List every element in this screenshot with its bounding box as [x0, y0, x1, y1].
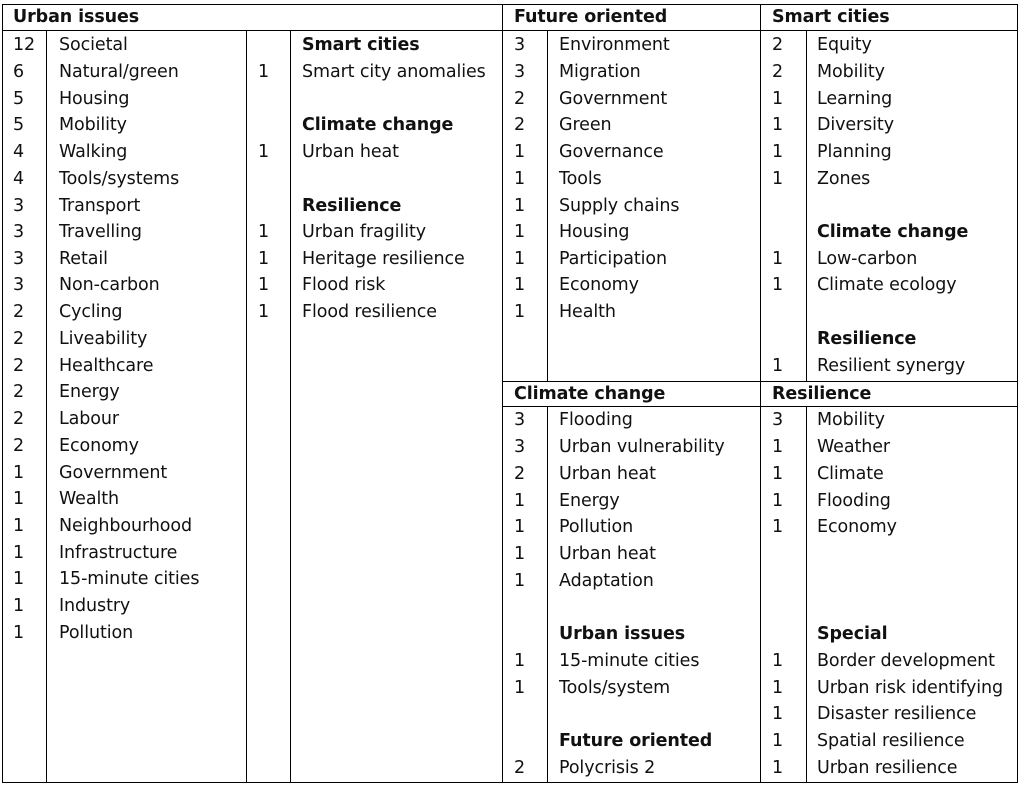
sc-cc-count-1: 1	[772, 249, 784, 269]
ui-label-3: Housing	[59, 89, 130, 109]
ui-count-8: 3	[13, 222, 25, 242]
fo-label-9: Participation	[559, 249, 667, 269]
sc-label-5: Planning	[817, 142, 892, 162]
ui-label-6: Tools/systems	[59, 169, 180, 189]
ui-res-label-1: Urban fragility	[302, 222, 426, 242]
fo-count-10: 1	[514, 275, 526, 295]
sc-count-4: 1	[772, 115, 784, 135]
ui-sub-climate-change-title: Climate change	[302, 115, 454, 135]
ui-count-20: 1	[13, 543, 25, 563]
fo-count-4: 2	[514, 115, 526, 135]
ui-res-count-1: 1	[258, 222, 270, 242]
fo-count-11: 1	[514, 302, 526, 322]
ui-count-6: 4	[13, 169, 25, 189]
ui-label-2: Natural/green	[59, 62, 179, 82]
ui-label-10: Non-carbon	[59, 275, 160, 295]
ui-sc-count-1: 1	[258, 62, 270, 82]
cc-label-4: Energy	[559, 491, 620, 511]
fo-count-8: 1	[514, 222, 526, 242]
fo-label-11: Health	[559, 302, 616, 322]
res-count-3: 1	[772, 464, 784, 484]
sc-count-6: 1	[772, 169, 784, 189]
res-label-2: Weather	[817, 437, 890, 457]
ui-count-13: 2	[13, 356, 25, 376]
fo-label-2: Migration	[559, 62, 641, 82]
cc-count-5: 1	[514, 517, 526, 537]
ui-count-18: 1	[13, 489, 25, 509]
ui-count-9: 3	[13, 249, 25, 269]
sc-count-1: 2	[772, 35, 784, 55]
fo-label-3: Government	[559, 89, 668, 109]
fo-count-6: 1	[514, 169, 526, 189]
ui-label-12: Liveability	[59, 329, 148, 349]
res-sp-count-4: 1	[772, 731, 784, 751]
col-divider-8	[806, 30, 807, 381]
ui-label-7: Transport	[59, 196, 141, 216]
cc-label-3: Urban heat	[559, 464, 656, 484]
ui-res-count-2: 1	[258, 249, 270, 269]
col-divider-2	[246, 30, 247, 782]
ui-count-3: 5	[13, 89, 25, 109]
ui-count-19: 1	[13, 516, 25, 536]
sc-cc-label-1: Low-carbon	[817, 249, 918, 269]
ui-label-9: Retail	[59, 249, 108, 269]
ui-count-22: 1	[13, 596, 25, 616]
cc-ui-count-2: 1	[514, 678, 526, 698]
res-count-1: 3	[772, 410, 784, 430]
ui-count-12: 2	[13, 329, 25, 349]
header-divider-mid-top	[502, 381, 1018, 382]
sc-count-3: 1	[772, 89, 784, 109]
sc-res-label-1: Resilient synergy	[817, 356, 966, 376]
cc-label-6: Urban heat	[559, 544, 656, 564]
ui-label-4: Mobility	[59, 115, 127, 135]
resilience-title: Resilience	[772, 384, 872, 404]
fo-count-1: 3	[514, 35, 526, 55]
ui-label-20: Infrastructure	[59, 543, 178, 563]
ui-label-14: Energy	[59, 382, 120, 402]
sc-sub-resilience-title: Resilience	[817, 329, 917, 349]
ui-sc-label-1: Smart city anomalies	[302, 62, 486, 82]
sc-count-5: 1	[772, 142, 784, 162]
col-divider-3	[290, 30, 291, 782]
fo-label-8: Housing	[559, 222, 630, 242]
res-label-4: Flooding	[817, 491, 891, 511]
ui-cc-label-1: Urban heat	[302, 142, 399, 162]
col-divider-1	[46, 30, 47, 782]
ui-res-count-4: 1	[258, 302, 270, 322]
cc-ui-label-2: Tools/system	[559, 678, 671, 698]
col-divider-6	[547, 406, 548, 782]
res-count-5: 1	[772, 517, 784, 537]
fo-label-5: Governance	[559, 142, 664, 162]
cc-sub-future-oriented-title: Future oriented	[559, 731, 713, 751]
res-sp-count-5: 1	[772, 758, 784, 778]
ui-count-16: 2	[13, 436, 25, 456]
res-label-3: Climate	[817, 464, 884, 484]
res-sub-special-title: Special	[817, 624, 888, 644]
sc-res-count-1: 1	[772, 356, 784, 376]
fo-count-5: 1	[514, 142, 526, 162]
ui-label-18: Wealth	[59, 489, 119, 509]
fo-count-9: 1	[514, 249, 526, 269]
cc-fo-count-1: 2	[514, 758, 526, 778]
ui-count-5: 4	[13, 142, 25, 162]
ui-count-1: 12	[13, 35, 36, 55]
res-label-1: Mobility	[817, 410, 885, 430]
res-sp-count-1: 1	[772, 651, 784, 671]
ui-label-15: Labour	[59, 409, 119, 429]
ui-label-11: Cycling	[59, 302, 123, 322]
ui-count-15: 2	[13, 409, 25, 429]
future-oriented-title: Future oriented	[514, 7, 668, 27]
cc-ui-count-1: 1	[514, 651, 526, 671]
sc-label-1: Equity	[817, 35, 872, 55]
fo-count-3: 2	[514, 89, 526, 109]
fo-label-7: Supply chains	[559, 196, 680, 216]
sc-count-2: 2	[772, 62, 784, 82]
fo-label-10: Economy	[559, 275, 639, 295]
cc-count-3: 2	[514, 464, 526, 484]
res-count-2: 1	[772, 437, 784, 457]
cc-count-2: 3	[514, 437, 526, 457]
border-right	[1017, 4, 1018, 783]
ui-count-10: 3	[13, 275, 25, 295]
res-label-5: Economy	[817, 517, 897, 537]
cc-label-2: Urban vulnerability	[559, 437, 725, 457]
sc-label-6: Zones	[817, 169, 871, 189]
ui-res-label-4: Flood resilience	[302, 302, 437, 322]
res-sp-count-2: 1	[772, 678, 784, 698]
ui-sub-smart-cities-title: Smart cities	[302, 35, 420, 55]
topic-table	[2, 4, 1018, 783]
res-sp-label-1: Border development	[817, 651, 995, 671]
border-top	[2, 4, 1018, 5]
header-divider-mid-bottom	[502, 406, 1018, 407]
res-sp-label-5: Urban resilience	[817, 758, 958, 778]
ui-res-count-3: 1	[258, 275, 270, 295]
ui-cc-count-1: 1	[258, 142, 270, 162]
cc-label-1: Flooding	[559, 410, 633, 430]
ui-label-8: Travelling	[59, 222, 142, 242]
cc-count-4: 1	[514, 491, 526, 511]
sc-label-2: Mobility	[817, 62, 885, 82]
ui-label-16: Economy	[59, 436, 139, 456]
col-divider-7	[760, 4, 761, 783]
ui-count-17: 1	[13, 463, 25, 483]
ui-count-23: 1	[13, 623, 25, 643]
ui-count-14: 2	[13, 382, 25, 402]
fo-label-6: Tools	[559, 169, 602, 189]
ui-count-7: 3	[13, 196, 25, 216]
fo-count-2: 3	[514, 62, 526, 82]
ui-label-22: Industry	[59, 596, 131, 616]
cc-sub-urban-issues-title: Urban issues	[559, 624, 686, 644]
res-sp-count-3: 1	[772, 704, 784, 724]
sc-cc-count-2: 1	[772, 275, 784, 295]
ui-count-2: 6	[13, 62, 25, 82]
ui-res-label-2: Heritage resilience	[302, 249, 465, 269]
col-divider-5	[547, 30, 548, 381]
ui-count-21: 1	[13, 569, 25, 589]
sc-sub-climate-change-title: Climate change	[817, 222, 969, 242]
cc-count-1: 3	[514, 410, 526, 430]
sc-label-3: Learning	[817, 89, 893, 109]
fo-label-1: Environment	[559, 35, 670, 55]
ui-label-23: Pollution	[59, 623, 134, 643]
ui-sub-resilience-title: Resilience	[302, 196, 402, 216]
ui-count-11: 2	[13, 302, 25, 322]
sc-cc-label-2: Climate ecology	[817, 275, 957, 295]
ui-label-1: Societal	[59, 35, 128, 55]
fo-count-7: 1	[514, 196, 526, 216]
res-sp-label-3: Disaster resilience	[817, 704, 977, 724]
header-divider-top	[2, 30, 1018, 31]
ui-res-label-3: Flood risk	[302, 275, 386, 295]
cc-label-7: Adaptation	[559, 571, 654, 591]
col-divider-9	[806, 406, 807, 782]
ui-label-19: Neighbourhood	[59, 516, 193, 536]
cc-count-6: 1	[514, 544, 526, 564]
climate-change-title: Climate change	[514, 384, 666, 404]
border-left	[2, 4, 3, 783]
cc-count-7: 1	[514, 571, 526, 591]
cc-fo-label-1: Polycrisis 2	[559, 758, 656, 778]
ui-count-4: 5	[13, 115, 25, 135]
cc-ui-label-1: 15-minute cities	[559, 651, 700, 671]
sc-label-4: Diversity	[817, 115, 894, 135]
cc-label-5: Pollution	[559, 517, 634, 537]
ui-label-5: Walking	[59, 142, 128, 162]
urban-issues-title: Urban issues	[13, 7, 140, 27]
border-bottom	[2, 782, 1018, 783]
smart-cities-title: Smart cities	[772, 7, 890, 27]
ui-label-17: Government	[59, 463, 168, 483]
res-sp-label-4: Spatial resilience	[817, 731, 965, 751]
col-divider-4	[502, 4, 503, 783]
res-sp-label-2: Urban risk identifying	[817, 678, 1003, 698]
fo-label-4: Green	[559, 115, 612, 135]
ui-label-21: 15-minute cities	[59, 569, 200, 589]
res-count-4: 1	[772, 491, 784, 511]
ui-label-13: Healthcare	[59, 356, 154, 376]
